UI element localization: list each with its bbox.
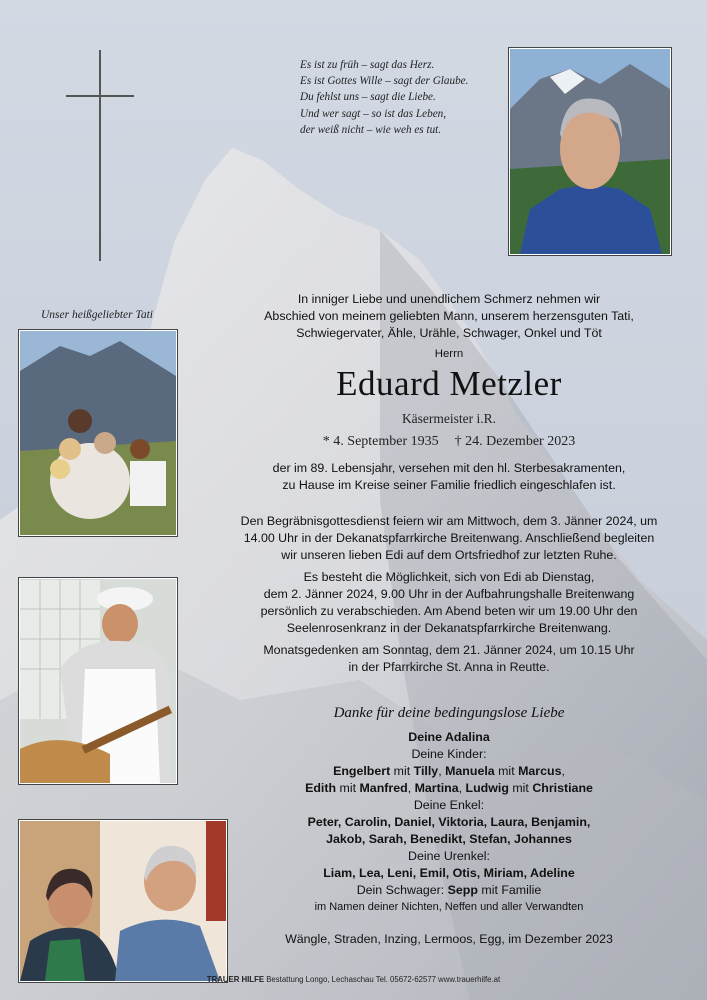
brother-in-law-suffix: mit Familie: [477, 883, 542, 897]
death-date: † 24. Dezember 2023: [454, 434, 576, 449]
greatgrandchildren-label: Deine Urenkel:: [408, 849, 490, 863]
brother-in-law-label: Dein Schwager:: [356, 883, 448, 897]
child-name: Engelbert: [333, 764, 391, 778]
passing-text: [236, 460, 662, 494]
footer-text: Bestattung Longo, Lechaschau Tel. 05672-62577 www.trauerhilfe.at: [264, 975, 501, 984]
funeral-line: 14.00 Uhr in der Dekanatspfarrkirche Breitenwang. Anschließend begleiten: [243, 531, 655, 545]
viewing-line: Seelenrosenkranz in der Dekanatspfarrkirche Breitenwang.: [286, 621, 612, 635]
relatives-line: im Namen deiner Nichten, Neffen und aller Verwandten: [314, 901, 584, 913]
grandchildren-names: Peter, Carolin, Daniel, Viktoria, Laura, Benjamin,: [307, 815, 591, 829]
grandchildren-label: Deine Enkel:: [413, 798, 485, 812]
family-list: [236, 729, 662, 916]
intro-line: Abschied von meinem geliebten Mann, unserem herzensguten Tati,: [264, 309, 634, 323]
separator: ,: [561, 764, 565, 778]
greatgrandchildren-names: Liam, Lea, Leni, Emil, Otis, Miriam, Adeline: [323, 866, 575, 880]
intro-line: Schwiegervater, Ähle, Urähle, Schwager, Onkel und Töt: [296, 326, 602, 340]
poem: [300, 57, 500, 138]
child-spouse: Tilly: [413, 764, 439, 778]
grandchildren-names: Jakob, Sarah, Benedikt, Stefan, Johannes: [326, 832, 572, 846]
child-name: Edith: [305, 781, 337, 795]
cross-horizontal: [66, 95, 134, 97]
separator: ,: [407, 781, 415, 795]
birth-date: * 4. September 1935: [322, 434, 439, 449]
viewing-text: [236, 569, 662, 637]
funeral-line: wir unseren lieben Edi auf dem Ortsfriedhof zur letzten Ruhe.: [281, 548, 617, 562]
child-name: Martina: [414, 781, 459, 795]
poem-line: Es ist Gottes Wille – sagt der Glaube.: [300, 75, 469, 88]
brother-in-law-line: [236, 882, 662, 899]
passing-line: der im 89. Lebensjahr, versehen mit den hl. Sterbesakramenten,: [272, 461, 626, 475]
wife-name: Deine Adalina: [408, 730, 490, 744]
places-date: Wängle, Straden, Inzing, Lermoos, Egg, im Dezember 2023: [285, 932, 613, 946]
child-spouse: Christiane: [532, 781, 593, 795]
salutation: Herrn: [434, 348, 464, 360]
photo-caption: Unser heißgeliebter Tati: [40, 309, 153, 321]
viewing-line: persönlich zu verabschieden. Am Abend beten wir um 19.00 Uhr den: [260, 604, 638, 618]
separator: ,: [458, 781, 466, 795]
intro-line: In inniger Liebe und unendlichem Schmerz nehmen wir: [297, 292, 601, 306]
poem-line: Und wer sagt – so ist das Leben,: [300, 107, 447, 120]
child-spouse: Marcus: [518, 764, 562, 778]
connector: mit: [508, 781, 533, 795]
separator: ,: [438, 764, 446, 778]
memorial-line: Monatsgedenken am Sonntag, dem 21. Jänner 2024, um 10.15 Uhr: [263, 643, 635, 657]
child-spouse: Manfred: [359, 781, 408, 795]
children-label: Deine Kinder:: [411, 747, 487, 761]
connector: mit: [494, 764, 519, 778]
profession: Käsermeister i.R.: [401, 411, 497, 426]
footer: [0, 975, 707, 984]
poem-line: der weiß nicht – wie weh es tut.: [300, 123, 442, 136]
footer-brand: TRAUER HILFE: [206, 975, 265, 984]
couple-photo: [19, 820, 227, 982]
intro-text: [236, 291, 662, 342]
connector: mit: [390, 764, 414, 778]
family-photo: [19, 330, 177, 536]
child-name: Manuela: [445, 764, 495, 778]
cheesemaker-photo: [19, 578, 177, 784]
memorial-line: in der Pfarrkirche St. Anna in Reutte.: [348, 660, 550, 674]
poem-line: Du fehlst uns – sagt die Liebe.: [300, 91, 436, 104]
life-dates: [236, 434, 662, 450]
child-name: Ludwig: [465, 781, 509, 795]
funeral-text: [236, 513, 662, 564]
cross-vertical: [99, 50, 101, 261]
children-line: [236, 780, 662, 797]
portrait-photo: [509, 48, 671, 255]
viewing-line: Es besteht die Möglichkeit, sich von Edi ab Dienstag,: [303, 570, 595, 584]
memorial-text: [236, 642, 662, 676]
connector: mit: [336, 781, 360, 795]
deceased-name: Eduard Metzler: [336, 364, 562, 403]
children-line: [236, 763, 662, 780]
poem-line: Es ist zu früh – sagt das Herz.: [300, 59, 435, 71]
viewing-line: dem 2. Jänner 2024, 9.00 Uhr in der Aufbahrungshalle Breitenwang: [263, 587, 635, 601]
passing-line: zu Hause im Kreise seiner Familie friedlich eingeschlafen ist.: [282, 478, 616, 492]
brother-in-law-name: Sepp: [447, 883, 478, 897]
funeral-line: Den Begräbnisgottesdienst feiern wir am Mittwoch, dem 3. Jänner 2024, um: [240, 514, 658, 528]
thanks-heading: Danke für deine bedingungslose Liebe: [333, 705, 565, 721]
